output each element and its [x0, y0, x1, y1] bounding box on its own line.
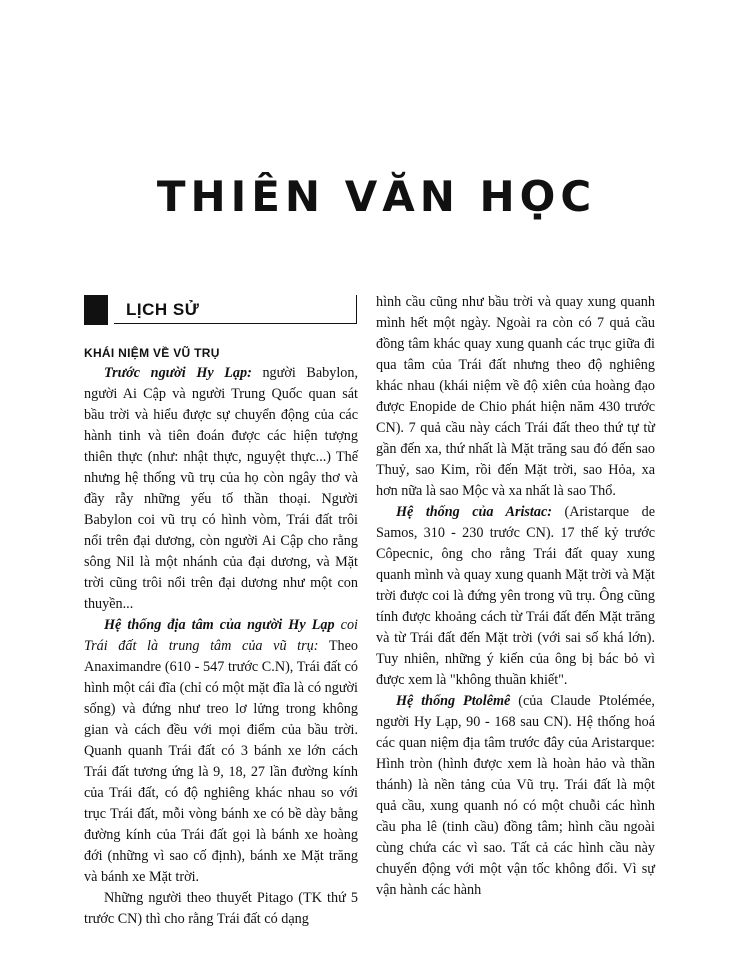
paragraph-continuation — [376, 292, 655, 502]
paragraph-lead: Trước người Hy Lạp: — [104, 365, 252, 381]
paragraph-lead: Hệ thống địa tâm của người Hy Lạp — [104, 617, 335, 633]
paragraph-ptolemy — [376, 691, 655, 901]
page-title: THIÊN VĂN HỌC — [156, 172, 597, 221]
subheading: KHÁI NIỆM VỀ VŨ TRỤ — [84, 346, 220, 360]
paragraph-before-greeks — [84, 363, 358, 615]
paragraph-geocentric — [84, 615, 358, 888]
right-column — [376, 292, 655, 901]
section-header — [84, 295, 358, 325]
paragraph-text: Theo Anaximandre (610 - 547 trước C.N), Trái đất có hình một cái đĩa (chỉ có một mặt đĩa là có người sống) và đứng như treo lơ lửng trong không gian và cách đều với mọi điểm của bầu trời. Quanh quanh Trái đất có 3 bánh xe lớn cách Trái đất tương ứng là 9, 18, 27 lần đường kính của Trái đất, có độ nghiêng khác nhau so với trục Trái đất, mỗi vòng bánh xe có bề dày bằng đường kính của Trái đất gọi là bánh xe hoàng đới (những vì sao cố định), bánh xe Mặt trăng và bánh xe Mặt trời. — [84, 638, 358, 885]
paragraph-text: người Babylon, người Ai Cập và người Trung Quốc quan sát bầu trời và hiểu được sự chuyển động của các hành tinh và tiên đoán được các hiện tượng thiên thực (như: nhật thực, nguyệt thực...) Thế nhưng hệ thống vũ trụ của họ còn ngây thơ và đầy rẫy những yếu tố thần thoại. Người Babylon coi vũ trụ có hình vòm, Trái đất trôi nổi trên đại dương, còn người Ai Cập cho rằng sông Nil là một nhánh của đại dương, và Mặt trời cũng trôi nổi trên đại dương như một con thuyền... — [84, 365, 358, 612]
paragraph-text: hình cầu cũng như bầu trời và quay xung quanh mình hết một ngày. Ngoài ra còn có 7 quả cầu đồng tâm khác quay xung quanh các trục giữa đi qua tâm của Trái đất nhưng theo độ nghiêng khác nhau (khái niệm về độ xiên của hoàng đạo được Enopide de Chio phát hiện năm 430 trước CN). 7 quả cầu này cách Trái đất theo thứ tự từ gần đến xa, thứ nhất là Mặt trăng sau đó đến sao Thuỷ, sao Kim, rồi đến Mặt trời, sao Hỏa, xa hơn nữa là sao Mộc và xa nhất là sao Thổ. — [376, 294, 655, 499]
section-label: LỊCH SỬ — [126, 300, 200, 319]
paragraph-text: Những người theo thuyết Pitago (TK thứ 5 trước CN) thì cho rằng Trái đất có dạng — [84, 890, 358, 927]
left-column — [84, 363, 358, 930]
paragraph-lead: Hệ thống Ptolêmê — [396, 693, 511, 709]
paragraph-text: (Aristarque de Samos, 310 - 230 trước CN). 17 thế kỷ trước Côpecnic, ông cho rằng Trái đất quay xung quanh mình và quay xung quanh Mặt trời và Mặt trời được coi là đứng yên trong vũ trụ. Ông cũng tính được khoảng cách từ Trái đất đến Mặt trăng và từ Trái đất đến Mặt trời (với sai số khá lớn). Tuy nhiên, những ý kiến của ông bị bác bỏ vì được xem là "không thuần khiết". — [376, 504, 655, 688]
paragraph-text: (của Claude Ptolémée, người Hy Lạp, 90 - 168 sau CN). Hệ thống hoá các quan niệm địa tâm trước đây của Aristarque: Hình tròn (hình được xem là hoàn hảo và thần thánh) là nền tảng của Vũ trụ. Trái đất là một quả cầu, xung quanh nó có một chuỗi các hình cầu pha lê (tinh cầu) đồng tâm; hình cầu ngoài cùng chứa các vì sao. Tất cả các hình cầu này chuyển động với một vận tốc không đổi. Vì sự vận hành các hành — [376, 693, 655, 898]
paragraph-pythagoreans — [84, 888, 358, 930]
section-marker-block — [84, 295, 108, 325]
paragraph-lead: Hệ thống của Aristac: — [396, 504, 552, 520]
paragraph-aristarchus — [376, 502, 655, 691]
paragraph-emphasis: coi Trái đất là trung tâm của vũ trụ: — [84, 617, 358, 654]
